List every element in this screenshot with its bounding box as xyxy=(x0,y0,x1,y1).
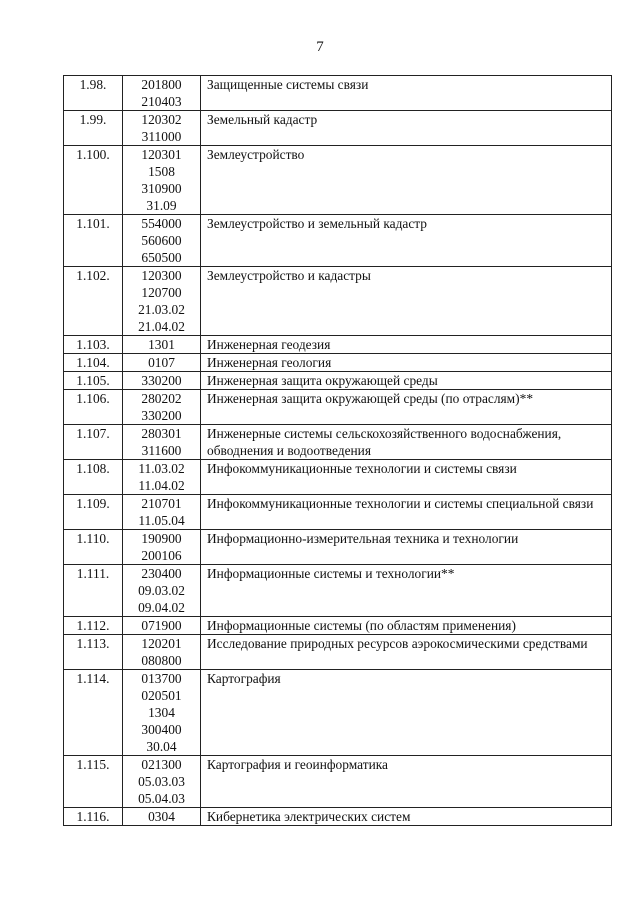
row-number-cell: 1.101. xyxy=(64,215,123,267)
specialty-code: 0304 xyxy=(148,809,175,824)
row-number-cell: 1.98. xyxy=(64,76,123,111)
row-number-cell: 1.103. xyxy=(64,336,123,354)
table-row xyxy=(64,670,612,756)
row-number-cell: 1.111. xyxy=(64,565,123,617)
table-row xyxy=(64,372,612,390)
row-number-cell: 1.105. xyxy=(64,372,123,390)
codes-cell xyxy=(123,425,201,460)
specialty-name-cell: Инженерная защита окружающей среды xyxy=(201,372,612,390)
specialty-code: 11.04.02 xyxy=(138,478,185,493)
row-number-cell: 1.110. xyxy=(64,530,123,565)
specialty-code: 300400 xyxy=(141,722,182,737)
specialty-code: 120300 xyxy=(141,268,182,283)
specialty-code: 200106 xyxy=(141,548,182,563)
specialty-name-cell: Картография xyxy=(201,670,612,756)
specialty-name-cell: Инфокоммуникационные технологии и системы связи xyxy=(201,460,612,495)
table-row xyxy=(64,808,612,826)
specialty-name-cell: Инфокоммуникационные технологии и системы специальной связи xyxy=(201,495,612,530)
specialty-name-cell: Земельный кадастр xyxy=(201,111,612,146)
specialty-code: 310900 xyxy=(141,181,182,196)
codes-cell xyxy=(123,390,201,425)
codes-cell xyxy=(123,617,201,635)
table-body xyxy=(64,76,612,826)
table-row xyxy=(64,354,612,372)
codes-cell xyxy=(123,76,201,111)
specialty-code: 120301 xyxy=(141,147,182,162)
specialty-name-cell: Инженерная геодезия xyxy=(201,336,612,354)
specialty-name-cell: Кибернетика электрических систем xyxy=(201,808,612,826)
specialty-name-cell: Информационно-измерительная техника и технологии xyxy=(201,530,612,565)
codes-cell xyxy=(123,756,201,808)
specialty-code: 1301 xyxy=(148,337,175,352)
table-row xyxy=(64,460,612,495)
codes-cell xyxy=(123,808,201,826)
specialty-code: 11.03.02 xyxy=(138,461,185,476)
row-number-cell: 1.114. xyxy=(64,670,123,756)
specialty-code: 280301 xyxy=(141,426,182,441)
table-row xyxy=(64,111,612,146)
codes-cell xyxy=(123,460,201,495)
row-number-cell: 1.104. xyxy=(64,354,123,372)
specialty-code: 09.03.02 xyxy=(138,583,185,598)
codes-cell xyxy=(123,565,201,617)
specialty-code: 080800 xyxy=(141,653,182,668)
specialty-code: 21.04.02 xyxy=(138,319,185,334)
codes-cell xyxy=(123,111,201,146)
specialty-code: 201800 xyxy=(141,77,182,92)
row-number-cell: 1.102. xyxy=(64,267,123,336)
page-number: 7 xyxy=(316,39,324,55)
row-number-cell: 1.106. xyxy=(64,390,123,425)
row-number-cell: 1.100. xyxy=(64,146,123,215)
row-number-cell: 1.113. xyxy=(64,635,123,670)
specialty-code: 1304 xyxy=(148,705,175,720)
specialty-code: 330200 xyxy=(141,373,182,388)
codes-cell xyxy=(123,267,201,336)
table-row xyxy=(64,495,612,530)
row-number-cell: 1.109. xyxy=(64,495,123,530)
row-number-cell: 1.115. xyxy=(64,756,123,808)
codes-cell xyxy=(123,495,201,530)
specialties-table xyxy=(63,75,612,826)
row-number-cell: 1.112. xyxy=(64,617,123,635)
codes-cell xyxy=(123,372,201,390)
specialty-code: 120700 xyxy=(141,285,182,300)
row-number-cell: 1.99. xyxy=(64,111,123,146)
specialty-name-cell: Картография и геоинформатика xyxy=(201,756,612,808)
codes-cell xyxy=(123,336,201,354)
specialty-name-cell: Землеустройство и земельный кадастр xyxy=(201,215,612,267)
specialty-code: 311000 xyxy=(141,129,182,144)
specialty-name-cell: Инженерная защита окружающей среды (по отраслям)** xyxy=(201,390,612,425)
row-number-cell: 1.116. xyxy=(64,808,123,826)
specialty-code: 554000 xyxy=(141,216,182,231)
specialty-code: 071900 xyxy=(141,618,182,633)
specialty-code: 120302 xyxy=(141,112,182,127)
table-row xyxy=(64,390,612,425)
codes-cell xyxy=(123,354,201,372)
specialty-code: 311600 xyxy=(141,443,182,458)
specialty-code: 1508 xyxy=(148,164,175,179)
table-row xyxy=(64,530,612,565)
specialty-code: 31.09 xyxy=(146,198,177,213)
codes-cell xyxy=(123,635,201,670)
specialty-code: 120201 xyxy=(141,636,182,651)
table-row xyxy=(64,336,612,354)
specialty-code: 210701 xyxy=(141,496,182,511)
specialty-code: 05.04.03 xyxy=(138,791,185,806)
table-row xyxy=(64,146,612,215)
specialty-name-cell: Землеустройство xyxy=(201,146,612,215)
specialty-code: 210403 xyxy=(141,94,182,109)
specialty-code: 0107 xyxy=(148,355,175,370)
specialty-code: 21.03.02 xyxy=(138,302,185,317)
specialty-code: 280202 xyxy=(141,391,182,406)
table-row xyxy=(64,267,612,336)
specialty-code: 330200 xyxy=(141,408,182,423)
specialty-code: 020501 xyxy=(141,688,182,703)
specialty-code: 021300 xyxy=(141,757,182,772)
specialty-code: 190900 xyxy=(141,531,182,546)
specialty-name-cell: Защищенные системы связи xyxy=(201,76,612,111)
table-row xyxy=(64,635,612,670)
specialty-code: 560600 xyxy=(141,233,182,248)
specialty-name-cell: Землеустройство и кадастры xyxy=(201,267,612,336)
specialty-code: 013700 xyxy=(141,671,182,686)
table-row xyxy=(64,617,612,635)
specialty-name-cell: Информационные системы и технологии** xyxy=(201,565,612,617)
table-row xyxy=(64,76,612,111)
specialty-code: 30.04 xyxy=(146,739,177,754)
row-number-cell: 1.108. xyxy=(64,460,123,495)
specialty-name-cell: Инженерные системы сельскохозяйственного водоснабжения, обводнения и водоотведения xyxy=(201,425,612,460)
specialty-code: 650500 xyxy=(141,250,182,265)
specialty-name-cell: Исследование природных ресурсов аэрокосмическими средствами xyxy=(201,635,612,670)
table-row xyxy=(64,215,612,267)
table-row xyxy=(64,425,612,460)
codes-cell xyxy=(123,146,201,215)
codes-cell xyxy=(123,530,201,565)
specialty-name-cell: Информационные системы (по областям применения) xyxy=(201,617,612,635)
codes-cell xyxy=(123,215,201,267)
table-row xyxy=(64,565,612,617)
specialty-code: 230400 xyxy=(141,566,182,581)
specialty-code: 09.04.02 xyxy=(138,600,185,615)
codes-cell xyxy=(123,670,201,756)
row-number-cell: 1.107. xyxy=(64,425,123,460)
table-row xyxy=(64,756,612,808)
specialty-name-cell: Инженерная геология xyxy=(201,354,612,372)
specialty-code: 05.03.03 xyxy=(138,774,185,789)
specialty-code: 11.05.04 xyxy=(138,513,185,528)
